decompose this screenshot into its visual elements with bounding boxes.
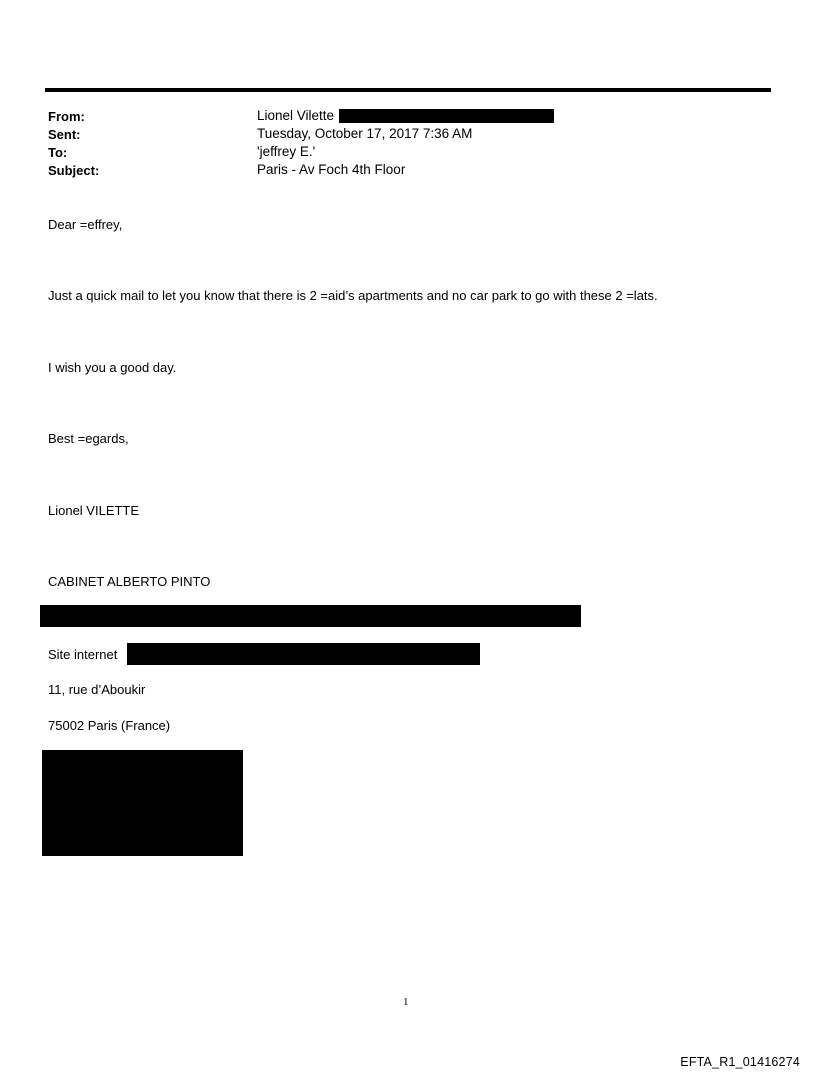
subject-label: Subject: — [48, 163, 100, 178]
redacted-contact-line — [40, 605, 581, 627]
page-number: 1 — [403, 996, 409, 1008]
body-paragraph: Just a quick mail to let you know that there is 2 =aid’s apartments and no car park to go with these 2 =lats. — [48, 288, 658, 303]
header-rule — [45, 88, 771, 92]
address-line-1: 11, rue d’Aboukir — [48, 682, 146, 697]
redacted-website — [127, 643, 480, 665]
signature-name: Lionel VILETTE — [48, 503, 140, 518]
greeting: Dear =effrey, — [48, 217, 123, 232]
to-label: To: — [48, 145, 68, 160]
signature-company: CABINET ALBERTO PINTO — [48, 574, 211, 589]
to-value: 'jeffrey E.' — [257, 144, 316, 159]
redacted-from-email — [339, 109, 554, 123]
bates-number: EFTA_R1_01416274 — [680, 1055, 800, 1069]
closing: Best =egards, — [48, 431, 129, 446]
from-label: From: — [48, 109, 85, 124]
wish-line: I wish you a good day. — [48, 360, 177, 375]
subject-value: Paris - Av Foch 4th Floor — [257, 162, 406, 177]
sent-value: Tuesday, October 17, 2017 7:36 AM — [257, 126, 473, 141]
sent-label: Sent: — [48, 127, 81, 142]
address-line-2: 75002 Paris (France) — [48, 718, 171, 733]
from-value: Lionel Vilette — [257, 108, 335, 123]
site-label: Site internet — [48, 647, 118, 662]
redacted-logo-image — [42, 750, 243, 856]
